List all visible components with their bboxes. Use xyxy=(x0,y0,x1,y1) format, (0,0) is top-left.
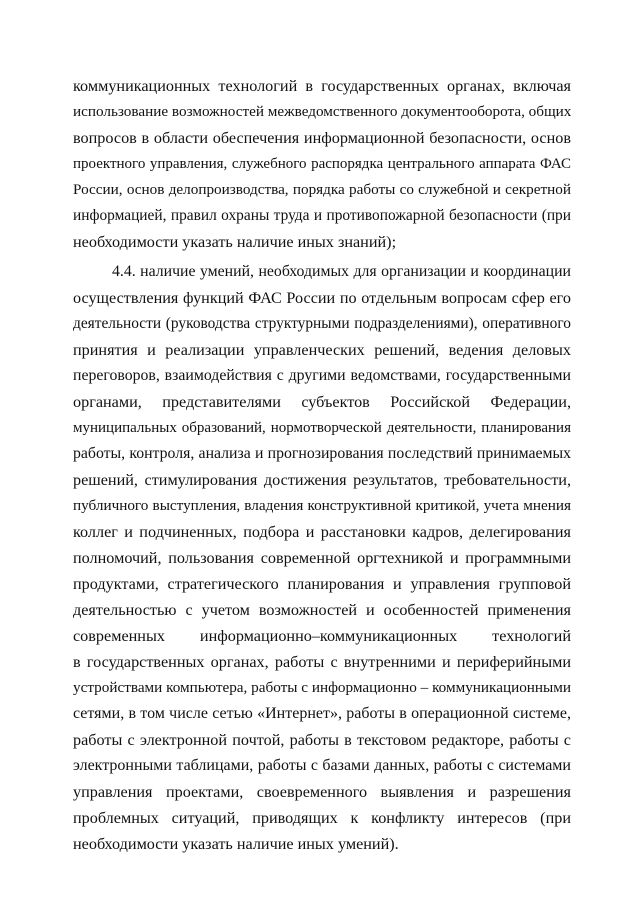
text-line: проблемных ситуаций, приводящих к конфликту интересов (при xyxy=(73,809,571,827)
text-line: продуктами, стратегического планирования и управления групповой xyxy=(73,575,571,593)
text-line: информацией, правил охраны труда и противопожарной безопасности (при xyxy=(73,207,571,224)
text-line: деятельностью с учетом возможностей и особенностей применения xyxy=(73,601,571,619)
text-line: коммуникационных технологий в государственных органах, включая xyxy=(73,77,571,95)
text-line: необходимости указать наличие иных знаний); xyxy=(73,233,397,251)
text-line: коллег и подчиненных, подбора и расстановки кадров, делегирования xyxy=(73,523,571,541)
text-line: электронными таблицами, работы с базами данных, работы с системами xyxy=(73,757,571,774)
text-line: проектного управления, служебного распорядка центрального аппарата ФАС xyxy=(73,156,571,172)
text-line: публичного выступления, владения конструктивной критикой, учета мнения xyxy=(73,497,571,514)
text-line: решений, стимулирования достижения результатов, требовательности, xyxy=(73,471,571,489)
text-line: управления проектами, своевременного выявления и разрешения xyxy=(73,783,571,801)
text-line: деятельности (руководства структурными подразделениями), оперативного xyxy=(73,315,571,332)
text-line: необходимости указать наличие иных умений). xyxy=(73,835,399,853)
text-line: муниципальных образований, нормотворческой деятельности, планирования xyxy=(73,420,571,436)
text-line: работы, контроля, анализа и прогнозирования последствий принимаемых xyxy=(73,445,571,462)
text-line: сетями, в том числе сетью «Интернет», работы в операционной системе, xyxy=(73,705,571,722)
text-line: полномочий, пользования современной оргтехникой и программными xyxy=(73,549,571,567)
text-line: принятия и реализации управленческих решений, ведения деловых xyxy=(73,341,571,359)
text-line: вопросов в области обеспечения информационной безопасности, основ xyxy=(73,129,571,147)
paragraph-4-4-first-line: 4.4. наличие умений, необходимых для организации и координации xyxy=(112,263,571,280)
text-line: использование возможностей межведомственного документооборота, общих xyxy=(73,103,571,120)
text-line: осуществления функций ФАС России по отдельным вопросам сфер его xyxy=(73,289,571,307)
text-line: России, основ делопроизводства, порядка работы со служебной и секретной xyxy=(73,181,571,198)
text-line: переговоров, взаимодействия с другими ведомствами, государственными xyxy=(73,367,571,384)
text-line: работы с электронной почтой, работы в текстовом редакторе, работы с xyxy=(73,731,571,749)
text-line: органами, представителями субъектов Российской Федерации, xyxy=(73,393,571,411)
text-line: устройствами компьютера, работы с информационно – коммуникационными xyxy=(73,679,571,696)
text-line: в государственных органах, работы с внутренними и периферийными xyxy=(73,653,571,671)
text-line: современных информационно–коммуникационных технологий xyxy=(73,627,571,645)
